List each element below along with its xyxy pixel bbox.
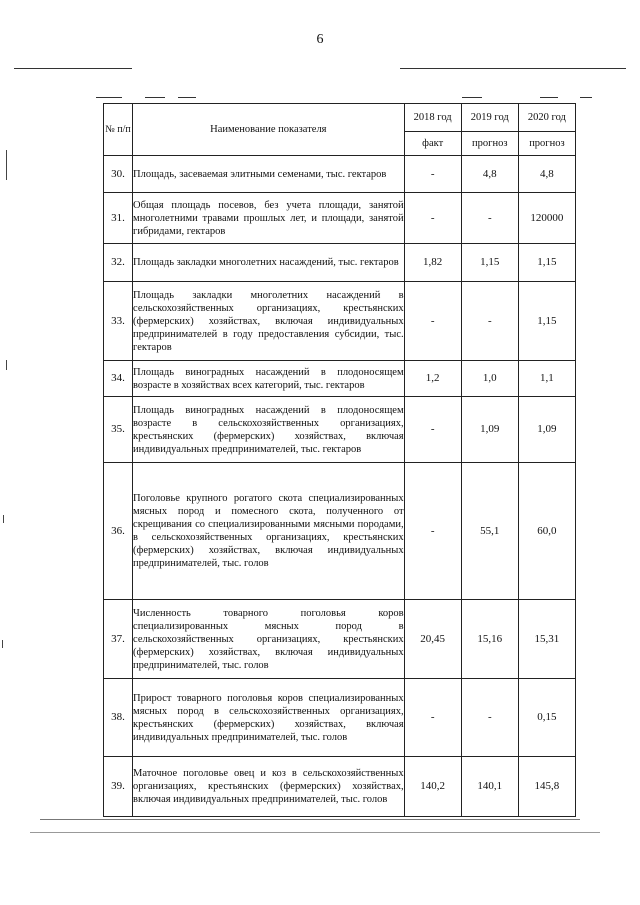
row-value-2020: 15,31 [518,600,575,679]
scan-artifact-tick [2,640,3,648]
scan-artifact-line [462,97,482,98]
row-name: Площадь закладки многолетних насаждений, тыс. гектаров [133,244,405,282]
scan-artifact-line [178,97,196,98]
row-num: 32. [104,244,133,282]
row-value-2020: 60,0 [518,463,575,600]
row-num: 35. [104,397,133,463]
row-value-2019: - [461,193,518,244]
row-value-2019: - [461,679,518,757]
scan-artifact-tick [6,150,7,180]
row-name: Площадь, засеваемая элитными семенами, тыс. гектаров [133,156,405,193]
table-row [104,679,576,757]
header-year-2018: 2018 год [404,104,461,132]
row-name: Площадь закладки многолетних насаждений в сельскохозяйственных организациях, крестьянских (фермерских) хозяйствах, включая индивидуальных предпринимателей в году предоставления субсидии, тыс. гектаров [133,282,405,361]
header-year-2020: 2020 год [518,104,575,132]
row-num: 31. [104,193,133,244]
row-value-2018: 140,2 [404,757,461,817]
page-number: 6 [316,32,324,47]
row-value-2018: - [404,397,461,463]
row-name: Маточное поголовье овец и коз в сельскохозяйственных организациях, крестьянских (фермерских) хозяйствах, включая индивидуальных предпринимателей, тыс. голов [133,757,405,817]
row-num: 37. [104,600,133,679]
scan-artifact-line [30,832,600,833]
row-value-2018: 20,45 [404,600,461,679]
row-value-2019: - [461,282,518,361]
row-value-2018: - [404,679,461,757]
row-name: Поголовье крупного рогатого скота специализированных мясных пород и помесного скота, полученного от скрещивания со специализированными мясными породами, в сельскохозяйственных организациях, крестьянских (фермерских) хозяйствах, включая индивидуальных предпринимателей, тыс. голов [133,463,405,600]
row-value-2018: - [404,282,461,361]
table-row [104,757,576,817]
scan-artifact-line [400,68,626,69]
table-row [104,361,576,397]
row-value-2018: 1,2 [404,361,461,397]
row-num: 33. [104,282,133,361]
scan-artifact-line [145,97,165,98]
subheader-2020: прогноз [518,132,575,156]
subheader-2018: факт [404,132,461,156]
scan-artifact-tick [3,515,4,523]
indicators-table [103,103,576,817]
table-row [104,282,576,361]
row-name: Прирост товарного поголовья коров специализированных мясных пород в сельскохозяйственных организациях, крестьянских (фермерских) хозяйствах, включая индивидуальных предпринимателей, тыс. голов [133,679,405,757]
scan-artifact-line [580,97,592,98]
row-value-2019: 1,15 [461,244,518,282]
row-value-2018: 1,82 [404,244,461,282]
row-num: 36. [104,463,133,600]
scan-artifact-line [540,97,558,98]
row-value-2020: 4,8 [518,156,575,193]
row-num: 34. [104,361,133,397]
table-row [104,244,576,282]
row-value-2020: 1,15 [518,282,575,361]
table-row [104,397,576,463]
row-num: 38. [104,679,133,757]
row-value-2020: 120000 [518,193,575,244]
row-name: Площадь виноградных насаждений в плодоносящем возрасте в хозяйствах всех категорий, тыс. гектаров [133,361,405,397]
row-value-2020: 1,09 [518,397,575,463]
row-value-2019: 1,09 [461,397,518,463]
row-name: Численность товарного поголовья коров специализированных мясных пород в сельскохозяйственных организациях, крестьянских (фермерских) хозяйствах, включая индивидуальных предпринимателей, тыс. голов [133,600,405,679]
row-name: Площадь виноградных насаждений в плодоносящем возрасте в сельскохозяйственных организациях, крестьянских (фермерских) хозяйствах, включая индивидуальных предпринимателей, тыс. гектаров [133,397,405,463]
header-name: Наименование показателя [133,104,405,156]
row-num: 39. [104,757,133,817]
header-year-2019: 2019 год [461,104,518,132]
row-num: 30. [104,156,133,193]
subheader-2019: прогноз [461,132,518,156]
scan-artifact-line [14,68,132,69]
row-value-2020: 145,8 [518,757,575,817]
row-value-2019: 55,1 [461,463,518,600]
table-row [104,193,576,244]
row-value-2020: 1,1 [518,361,575,397]
row-value-2019: 1,0 [461,361,518,397]
row-value-2019: 15,16 [461,600,518,679]
row-name: Общая площадь посевов, без учета площади, занятой многолетними травами прошлых лет, и площади, занятой гибридами, гектаров [133,193,405,244]
table-row [104,156,576,193]
header-num: № п/п [104,104,133,156]
row-value-2020: 0,15 [518,679,575,757]
scan-artifact-tick [6,360,7,370]
row-value-2018: - [404,156,461,193]
row-value-2018: - [404,193,461,244]
row-value-2020: 1,15 [518,244,575,282]
row-value-2019: 4,8 [461,156,518,193]
table-row [104,463,576,600]
scan-artifact-line [40,819,580,820]
table-row [104,600,576,679]
scan-artifact-line [96,97,122,98]
row-value-2019: 140,1 [461,757,518,817]
row-value-2018: - [404,463,461,600]
